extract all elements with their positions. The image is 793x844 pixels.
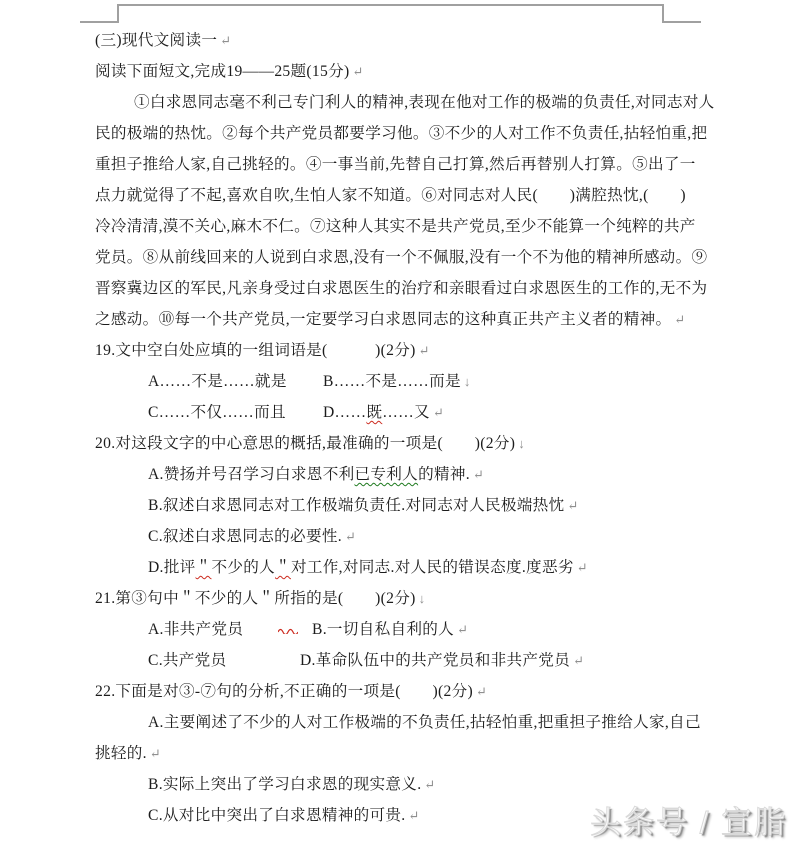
question-text: 22.下面是对③-⑦句的分析,不正确的一项是( )(2分) [95,683,474,700]
question-20-option-b [95,490,755,521]
paragraph-mark-icon: ↵ [567,498,579,513]
question-22-stem [95,676,755,707]
question-text: 20.对这段文字的中心意思的概括,最准确的一项是( )(2分) [95,435,516,452]
option-b: B……不是……而是 [323,373,461,390]
question-20-stem [95,428,755,459]
option-d-prefix: D…… [323,404,367,421]
line-break-mark-icon: ↓ [518,436,525,451]
option-b-text: B.叙述白求恩同志对工作极端负责任.对同志对人民极端热忱 [148,497,565,514]
passage-text: 之感动。⑩每一个共产党员,一定要学习白求恩同志的这种真正共产主义者的精神。 [95,311,672,328]
paragraph-mark-icon: ↵ [424,777,436,792]
option-a-continuation: 挑轻的. [95,745,147,762]
passage-text: 民的极端的热忱。②每个共产党员都要学习他。③不少的人对工作不负责任,拈轻怕重,把 [95,125,708,142]
question-19-stem [95,335,755,366]
passage-line [95,242,755,273]
passage-text: 点力就觉得了不起,喜欢自吹,生怕人家不知道。⑥对同志对人民( )满腔热忱,( ) [95,187,686,204]
page-edge-line [117,4,664,6]
option-c-text: C.从对比中突出了白求恩精神的可贵. [148,807,406,824]
passage-line [95,273,755,304]
paragraph-mark-icon: ↵ [472,467,484,482]
section-heading [95,25,755,56]
instruction-text: 阅读下面短文,完成19——25题(15分) [95,63,350,80]
line-break-mark-icon: ↓ [418,591,426,606]
question-22-option-a-line1 [95,707,755,738]
page-edge-line [117,4,119,22]
passage-line [95,118,755,149]
passage-text: 冷冷清清,漠不关心,麻木不仁。⑦这种人其实不是共产党员,至少不能算一个纯粹的共产 [95,218,696,235]
question-text: 19.文中空白处应填的一组词语是( )(2分) [95,342,416,359]
watermark: 头条号 / 宣脂 [590,805,787,840]
option-a: A.非共产党员 [148,621,244,638]
question-19-options-cd [95,397,755,428]
paragraph-mark-icon: ↵ [432,405,444,420]
option-d: D.革命队伍中的共产党员和非共产党员 [300,652,571,669]
option-b: B.一切自私自利的人 [312,621,455,638]
option-c-text: C.叙述白求恩同志的必要性. [148,528,342,545]
passage-text: 重担子推给人家,自己挑轻的。④一事当前,先替自己打算,然后再替别人打算。⑤出了一 [95,156,696,173]
page-edge-line [662,21,701,23]
question-21-stem [95,583,755,614]
paragraph-mark-icon: ↵ [576,560,588,575]
option-a: A……不是……就是 [148,373,287,390]
question-22-option-a-line2 [95,738,755,769]
paragraph-mark-icon: ↵ [418,343,430,358]
grammarcheck-flagged-text: 已专利人 [354,466,419,483]
option-c: C.共产党员 [148,652,227,669]
document-body [95,25,755,831]
option-d-suffix: 对工作,对同志.对人民的错误态度.度恶劣 [290,559,574,576]
line-break-mark-icon: ↓ [463,374,471,389]
question-20-option-d [95,552,755,583]
passage-text: 晋察冀边区的军民,凡亲身受过白求恩医生的治疗和亲眼看过白求恩医生的工作的,无不为 [95,280,708,297]
option-a-text: A.主要阐述了不少的人对工作极端的不负责任,拈轻怕重,把重担子推给人家,自己 [148,714,701,731]
paragraph-mark-icon: ↵ [220,33,232,48]
question-20-option-a [95,459,755,490]
paragraph-mark-icon: ↵ [573,653,584,668]
paragraph-mark-icon: ↵ [149,746,161,761]
paragraph-mark-icon: ↵ [352,64,364,79]
option-d-quoted: 不少的人 [211,559,276,576]
passage-line [95,149,755,180]
paragraph-mark-icon: ↵ [674,312,686,327]
passage-line [95,180,755,211]
option-b-text: B.实际上突出了学习白求恩的现实意义. [148,776,422,793]
option-d-suffix: ……又 [382,404,430,421]
spellcheck-flagged-text: ＂ [195,559,212,576]
question-21-options-cd [95,645,755,676]
spellcheck-flagged-text: ＂ [275,559,291,576]
option-d [323,404,430,421]
passage-line [95,304,755,335]
paragraph-mark-icon: ↵ [457,622,468,637]
passage-line [95,211,755,242]
instruction-line [95,56,755,87]
option-a-suffix: 的精神. [418,466,470,483]
option-a-prefix: A.赞扬并号召学习白求恩不利 [148,466,355,483]
paragraph-mark-icon: ↵ [476,684,487,699]
spellcheck-squiggle-icon [278,627,298,634]
question-19-options-ab [95,366,755,397]
question-22-option-b [95,769,755,800]
question-20-option-c [95,521,755,552]
passage-text: ①白求恩同志毫不利己专门利人的精神,表现在他对工作的极端的负责任,对同志对人 [134,94,715,111]
page-edge-line [80,21,119,23]
question-21-options-ab [95,614,755,645]
section-heading-text: (三)现代文阅读一 [95,32,218,49]
paragraph-mark-icon: ↵ [408,808,420,823]
question-text: 21.第③句中＂不少的人＂所指的是( )(2分) [95,590,416,607]
spellcheck-flagged-text: 既 [366,404,383,421]
page-edge-line [662,4,664,22]
option-d-prefix: D.批评 [148,559,196,576]
option-c: C……不仅……而且 [148,404,286,421]
passage-text: 党员。⑧从前线回来的人说到白求恩,没有一个不佩服,没有一个不为他的精神所感动。⑨ [95,249,708,266]
paragraph-mark-icon: ↵ [344,529,356,544]
passage-line [95,87,755,118]
